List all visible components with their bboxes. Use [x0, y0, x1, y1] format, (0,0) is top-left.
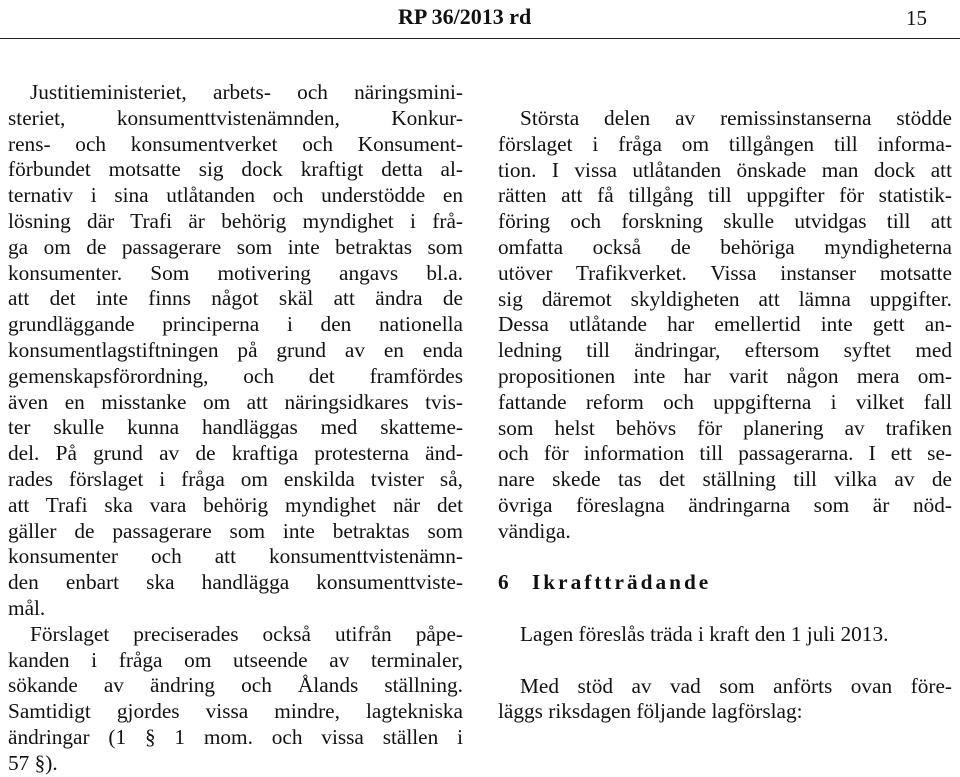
text-line: Justitieministeriet, arbets- och näringsmini-: [30, 80, 463, 104]
text-line: ändringar (1 § 1 mom. och vissa ställen i: [8, 724, 463, 749]
spacer: [498, 545, 952, 571]
text-line: rätten att få tillgång till uppgifter för statistik-: [498, 183, 952, 208]
text-line: utöver Trafikverket. Vissa instanser motsatte: [498, 260, 952, 285]
page-number: 15: [906, 6, 927, 30]
text-line: Förslaget preciserades också utifrån påpe-: [30, 621, 463, 646]
text-line: konsumentlagstiftningen på grund av en enda: [8, 337, 463, 362]
text-line: förslaget i fråga om tillgången till informa-: [498, 131, 952, 156]
text-line: förbundet motsatte sig dock kraftigt detta al-: [8, 157, 463, 182]
document-id: RP 36/2013 rd: [398, 4, 532, 29]
text-line: rades förslaget i fråga om enskilda tvister så,: [8, 466, 463, 491]
text-line: läggs riksdagen följande lagförslag:: [498, 699, 803, 724]
text-line: gäller de passagerare som inte betraktas som: [8, 518, 463, 543]
text-line: konsumenter. Som motivering angavs bl.a.: [8, 260, 463, 285]
text-line: som helst behövs för planering av trafiken: [498, 415, 952, 440]
text-line: övriga föreslagna ändringarna som är nöd-: [498, 492, 952, 517]
text-line: kanden i fråga om utseende av terminaler,: [8, 647, 463, 672]
text-line: föring och forskning skulle utvidgas till att: [498, 209, 952, 234]
page-header: [0, 0, 960, 38]
text-line: den enbart ska handlägga konsumenttviste-: [8, 570, 463, 595]
text-line: Lagen föreslås träda i kraft den 1 juli 2013.: [520, 621, 889, 646]
section-number: 6: [498, 570, 509, 595]
spacer: [498, 648, 952, 674]
text-line: och för information till passagerarna. I ett se-: [498, 441, 952, 466]
spacer: [498, 596, 952, 622]
text-line: lösning där Trafi är behörig myndighet i frå-: [8, 208, 463, 233]
text-line: Största delen av remissinstanserna stödde: [520, 106, 952, 130]
text-line: propositionen inte har varit någon mera om-: [498, 363, 952, 388]
text-line: fattande reform och uppgifterna i vilket fall: [498, 389, 952, 414]
paragraph-lagforslag: [498, 674, 952, 726]
text-line: ledning till ändringar, eftersom syftet med: [498, 338, 952, 363]
text-line: även en misstanke om att näringsidkares tvis-: [8, 389, 463, 414]
text-line: gemenskapsförordning, och det framfördes: [8, 363, 463, 388]
text-line: omfatta också de behöriga myndigheterna: [498, 234, 952, 259]
text-line: Dessa utlåtande har emellertid inte gett an-: [498, 312, 952, 337]
section-title: Ikraftträdande: [532, 570, 712, 595]
text-line: nare skede tas det ställning till vilka av de: [498, 467, 952, 492]
text-line: grundläggande principerna i den nationella: [8, 312, 463, 337]
text-line: att det inte finns något skäl att ändra de: [8, 286, 463, 311]
section-heading: [498, 570, 952, 596]
right-column: [498, 106, 952, 725]
text-line: rens- och konsumentverket och Konsument-: [8, 131, 463, 156]
text-line: att Trafi ska vara behörig myndighet när det: [8, 492, 463, 517]
text-line: Med stöd av vad som anförts ovan före-: [520, 673, 952, 698]
text-line: 57 §).: [8, 750, 58, 775]
text-line: sig däremot skyldigheten att lämna uppgifter.: [498, 286, 952, 311]
left-column: [8, 80, 463, 777]
paragraph-ikrafttradande: [498, 622, 952, 648]
text-line: konsumenter och att konsumenttvistenämn-: [8, 544, 463, 569]
text-line: vändiga.: [498, 518, 571, 543]
paragraph-remiss: [498, 106, 952, 545]
text-line: Samtidigt gjordes vissa mindre, lagtekniska: [8, 699, 463, 724]
text-line: steriet, konsumenttvistenämnden, Konkur-: [8, 105, 463, 130]
text-line: tion. I vissa utlåtanden önskade man dock att: [498, 157, 952, 182]
header-rule: [0, 38, 960, 39]
text-line: sökande av ändring och Ålands ställning.: [8, 673, 463, 698]
text-line: ter skulle kunna handläggas med skatteme-: [8, 415, 463, 440]
text-line: ternativ i sina utlåtanden och understödde en: [8, 183, 463, 208]
text-line: mål.: [8, 595, 46, 620]
text-line: ga om de passagerare som inte betraktas som: [8, 234, 463, 259]
text-line: del. På grund av de kraftiga protesterna änd-: [8, 441, 463, 466]
